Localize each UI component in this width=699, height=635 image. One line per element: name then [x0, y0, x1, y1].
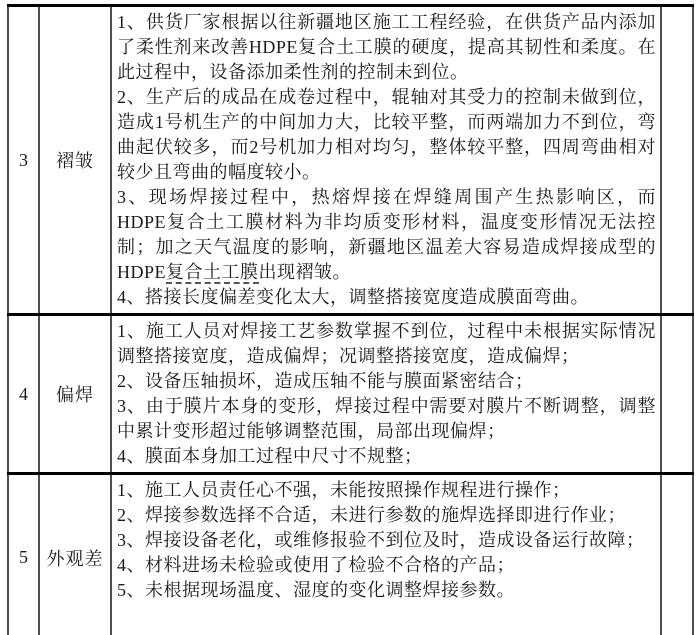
cause-item: 2、生产后的成品在成卷过程中，辊轴对其受力的控制未做到位，造成1号机生产的中间加力大，比较平整，而两端加力不到位，弯曲起伏较多，而2号机加力相对均匀，整体较平整，四周弯曲相对较少且弯曲的幅度较小。 [117, 87, 656, 182]
cause-item: 2、焊接参数选择不合适，未进行参数的施焊选择即进行作业； [117, 505, 626, 525]
cause-text-segment: 3、现场焊接过程中，热熔焊接在焊缝周围产生热影响区，而HDPE复合土工膜材料为非均质变形材料，温度变形情况无法控制；加之天气温度的影响，新疆地区温差大容易造成焊接成型的HDPE [117, 187, 656, 282]
cause-item: 2、设备压轴损坏，造成压轴不能与膜面紧密结合； [117, 371, 534, 391]
cause-item: 3、焊接设备老化，或维修报验不到位及时，造成设备运行故障； [117, 530, 645, 550]
cause-list [111, 474, 661, 635]
cause-item: 1、施工人员对焊接工艺参数掌握不到位，过程中未根据实际情况调整搭接宽度，造成偏焊；况调整搭接宽度，造成偏焊； [117, 321, 656, 366]
table-row [8, 474, 693, 635]
cause-list [111, 315, 661, 474]
row-number: 5 [8, 474, 39, 635]
cause-item [117, 185, 656, 285]
cause-item: 4、搭接长度偏差变化太大，调整搭接宽度造成膜面弯曲。 [117, 287, 589, 307]
empty-cell [661, 474, 693, 635]
table-row [8, 6, 693, 315]
empty-cell [661, 6, 693, 315]
defect-name: 外观差 [39, 474, 111, 635]
cause-item: 3、由于膜片本身的变形，焊接过程中需要对膜片不断调整，调整中累计变形超过能够调整范围，局部出现偏焊； [117, 396, 656, 441]
spellcheck-underline-text: 复合土工膜 [166, 262, 259, 282]
cause-item: 4、膜面本身加工过程中尺寸不规整； [117, 446, 423, 466]
cause-item: 4、材料进场未检验或使用了检验不合格的产品； [117, 555, 515, 575]
row-number: 4 [8, 315, 39, 474]
cause-item: 1、供货厂家根据以往新疆地区施工工程经验，在供货产品内添加了柔性剂来改善HDPE复合土工膜的硬度，提高其韧性和柔度。在此过程中，设备添加柔性剂的控制未到位。 [117, 12, 656, 82]
cause-text-segment: 出现褶皱。 [258, 262, 352, 282]
cause-list [111, 6, 661, 315]
row-number: 3 [8, 6, 39, 315]
defect-name: 偏焊 [39, 315, 111, 474]
empty-cell [661, 315, 693, 474]
defect-cause-table [7, 4, 694, 635]
defect-name: 褶皱 [39, 6, 111, 315]
table-row [8, 315, 693, 474]
cause-item: 5、未根据现场温度、湿度的变化调整焊接参数。 [117, 580, 515, 600]
table-body [8, 6, 693, 635]
cause-item: 1、施工人员责任心不强，未能按照操作规程进行操作； [117, 480, 571, 500]
